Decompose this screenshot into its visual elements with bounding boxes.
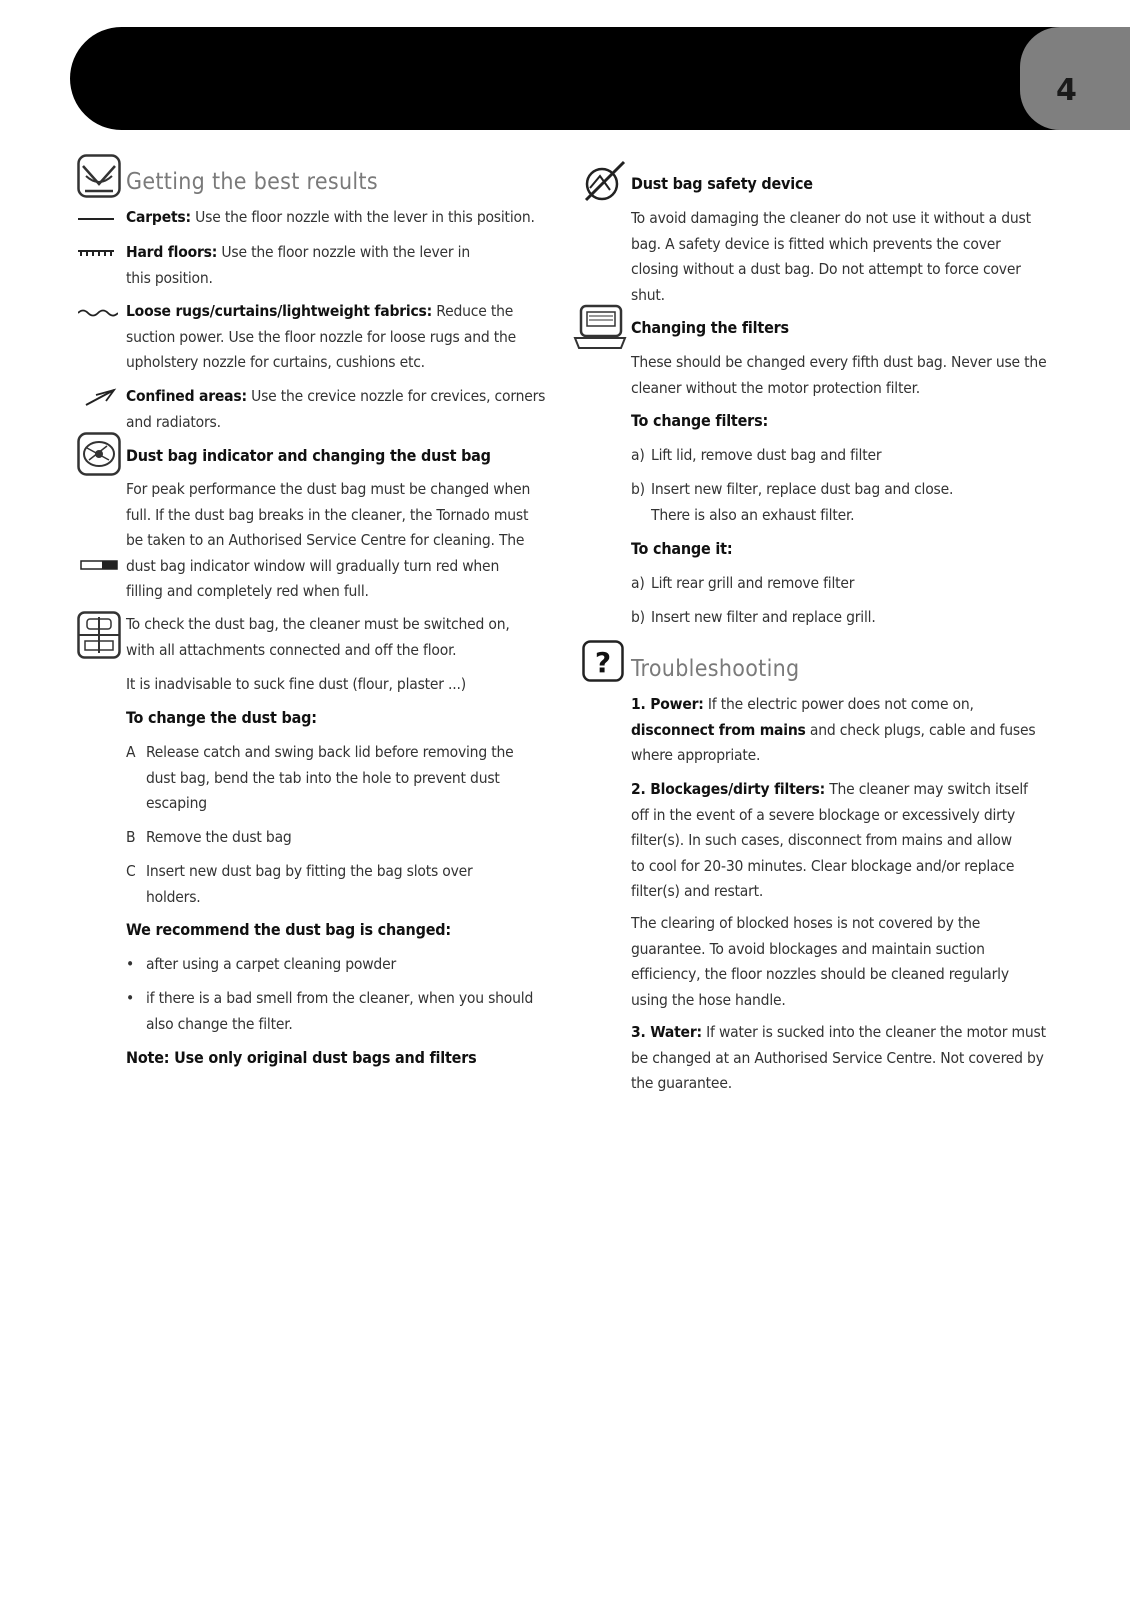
hard-floors-text-2: this position. <box>126 268 213 287</box>
filters-paragraph <box>631 350 1046 401</box>
filters-title: Changing the filters <box>631 318 789 337</box>
safety-paragraph <box>631 206 1031 308</box>
check-line: To check the dust bag, the cleaner must be switched on, <box>126 615 510 633</box>
blockages-line: The cleaner may switch itself <box>824 780 1028 798</box>
blockages-item <box>631 777 1028 905</box>
page-number: 4 <box>1056 73 1077 108</box>
loose-rugs-label: Loose rugs/curtains/lightweight fabrics: <box>126 302 433 320</box>
power-item <box>631 692 1035 769</box>
hoses-line: using the hose handle. <box>631 990 786 1009</box>
step-letter: B <box>126 828 136 846</box>
step-line: Lift rear grill and remove filter <box>651 574 855 592</box>
hoses-line: The clearing of blocked hoses is not covered by the <box>631 914 981 932</box>
vacuum-top-view-icon <box>77 611 121 659</box>
step-line: Insert new dust bag by fitting the bag slots over <box>146 862 473 880</box>
step-line: escaping <box>146 794 207 812</box>
dust-bag-line: full. If the dust bag breaks in the cleaner, the Tornado must <box>126 505 529 524</box>
confined-areas-item <box>126 384 545 435</box>
carpet-lever-icon <box>78 216 114 222</box>
water-line: If water is sucked into the cleaner the motor must <box>701 1023 1046 1041</box>
loose-rugs-item <box>126 299 516 376</box>
step-line: holders. <box>146 887 201 906</box>
filter-step-a <box>631 443 881 469</box>
loose-rugs-text-3: upholstery nozzle for curtains, cushions etc. <box>126 353 425 371</box>
step-line: Insert new filter, replace dust bag and close. <box>651 480 954 498</box>
safety-line: closing without a dust bag. Do not attempt to force cover <box>631 260 1021 278</box>
bullet-line: also change the filter. <box>146 1014 293 1033</box>
confined-label: Confined areas: <box>126 387 247 405</box>
carpets-text: Use the floor nozzle with the lever in this position. <box>190 208 535 226</box>
blockages-line: off in the event of a severe blockage or excessively dirty <box>631 805 1016 824</box>
hard-floors-label: Hard floors: <box>126 243 218 261</box>
filter-cassette-icon <box>573 304 627 350</box>
dust-bag-line: dust bag indicator window will gradually turn red when <box>126 556 500 575</box>
hoses-line: efficiency, the floor nozzles should be cleaned regularly <box>631 965 1009 983</box>
wave-lever-icon <box>78 308 118 318</box>
blockages-line: filter(s) and restart. <box>631 882 764 900</box>
safety-line: To avoid damaging the cleaner do not use it without a dust <box>631 209 1031 227</box>
bullet-item <box>126 952 396 978</box>
bullet-marker: • <box>126 989 135 1007</box>
question-mark-icon <box>582 640 624 682</box>
water-item <box>631 1020 1046 1097</box>
bullet-marker: • <box>126 955 135 973</box>
crevice-nozzle-icon <box>84 387 118 407</box>
no-bag-safety-icon <box>580 158 628 206</box>
step-letter: A <box>126 743 136 761</box>
hard-floor-lever-icon <box>78 248 114 258</box>
blockages-line: to cool for 20-30 minutes. Clear blockage and/or replace <box>631 856 1015 875</box>
step-a <box>126 740 514 817</box>
confined-text-2: and radiators. <box>126 412 221 431</box>
step-line: Release catch and swing back lid before removing the <box>146 743 514 761</box>
exhaust-step-a <box>631 571 854 597</box>
loose-rugs-text-2: suction power. Use the floor nozzle for loose rugs and the <box>126 327 517 346</box>
step-letter: C <box>126 862 136 880</box>
step-line: Remove the dust bag <box>146 828 292 846</box>
water-label: 3. Water: <box>631 1023 702 1041</box>
dust-bag-line: For peak performance the dust bag must be changed when <box>126 480 531 498</box>
filter-step-b <box>631 477 953 528</box>
step-letter: b) <box>631 608 645 626</box>
bullet-item <box>126 986 533 1037</box>
step-letter: a) <box>631 574 645 592</box>
power-line: and check plugs, cable and fuses <box>805 720 1036 739</box>
safety-line: shut. <box>631 285 665 304</box>
step-letter: b) <box>631 480 645 498</box>
safety-line: bag. A safety device is fitted which prevents the cover <box>631 234 1001 253</box>
original-parts-note: Note: Use only original dust bags and filters <box>126 1048 477 1067</box>
indicator-window-icon <box>80 560 118 570</box>
dust-bag-title: Dust bag indicator and changing the dust bag <box>126 446 491 465</box>
step-letter: a) <box>631 446 645 464</box>
header-bar <box>70 27 1130 130</box>
hard-floors-text-1: Use the floor nozzle with the lever in <box>217 243 470 261</box>
change-filters-heading: To change filters: <box>631 411 769 430</box>
hard-floors-item <box>126 240 470 291</box>
carpets-item <box>126 205 535 231</box>
water-line: the guarantee. <box>631 1074 732 1092</box>
section-title-best-results: Getting the best results <box>126 169 378 195</box>
step-line: dust bag, bend the tab into the hole to prevent dust <box>146 768 500 787</box>
water-line: be changed at an Authorised Service Centre. Not covered by <box>631 1048 1044 1067</box>
check-line: with all attachments connected and off the floor. <box>126 640 457 659</box>
filters-line: cleaner without the motor protection filter. <box>631 378 920 397</box>
recommend-heading: We recommend the dust bag is changed: <box>126 920 451 939</box>
dust-bag-paragraph <box>126 477 530 605</box>
dust-bag-line: be taken to an Authorised Service Centre for cleaning. The <box>126 531 525 549</box>
step-c <box>126 859 473 910</box>
power-label: 1. Power: <box>631 695 704 713</box>
hoses-line: guarantee. To avoid blockages and maintain suction <box>631 939 985 958</box>
disconnect-bold: disconnect from mains <box>631 720 806 739</box>
confined-text-1: Use the crevice nozzle for crevices, corners <box>246 387 546 405</box>
vacuum-nozzle-icon <box>77 154 121 198</box>
check-dust-bag-paragraph <box>126 612 510 663</box>
step-b <box>126 825 292 851</box>
inadvisable-note: It is inadvisable to suck fine dust (flour, plaster ...) <box>126 675 466 693</box>
dust-bag-line: filling and completely red when full. <box>126 582 369 600</box>
bullet-line: after using a carpet cleaning powder <box>146 955 396 973</box>
safety-title: Dust bag safety device <box>631 174 813 193</box>
step-line: There is also an exhaust filter. <box>651 505 855 524</box>
step-line: Insert new filter and replace grill. <box>651 608 876 626</box>
svg-text:?: ? <box>594 646 612 679</box>
loose-rugs-text-1: Reduce the <box>432 302 514 320</box>
power-line: where appropriate. <box>631 746 761 764</box>
carpets-label: Carpets: <box>126 208 191 226</box>
blockages-line: filter(s). In such cases, disconnect from mains and allow <box>631 831 1012 849</box>
change-dust-bag-heading: To change the dust bag: <box>126 708 317 727</box>
filters-line: These should be changed every fifth dust bag. Never use the <box>631 353 1047 371</box>
bullet-line: if there is a bad smell from the cleaner, when you should <box>146 989 534 1007</box>
dust-bag-icon <box>77 432 121 476</box>
exhaust-step-b <box>631 605 876 631</box>
power-line: If the electric power does not come on, <box>703 695 974 713</box>
step-line: Lift lid, remove dust bag and filter <box>651 446 882 464</box>
troubleshooting-title: Troubleshooting <box>631 656 800 682</box>
change-it-heading: To change it: <box>631 539 733 558</box>
hoses-paragraph <box>631 911 1009 1013</box>
blockages-label: 2. Blockages/dirty filters: <box>631 780 825 798</box>
